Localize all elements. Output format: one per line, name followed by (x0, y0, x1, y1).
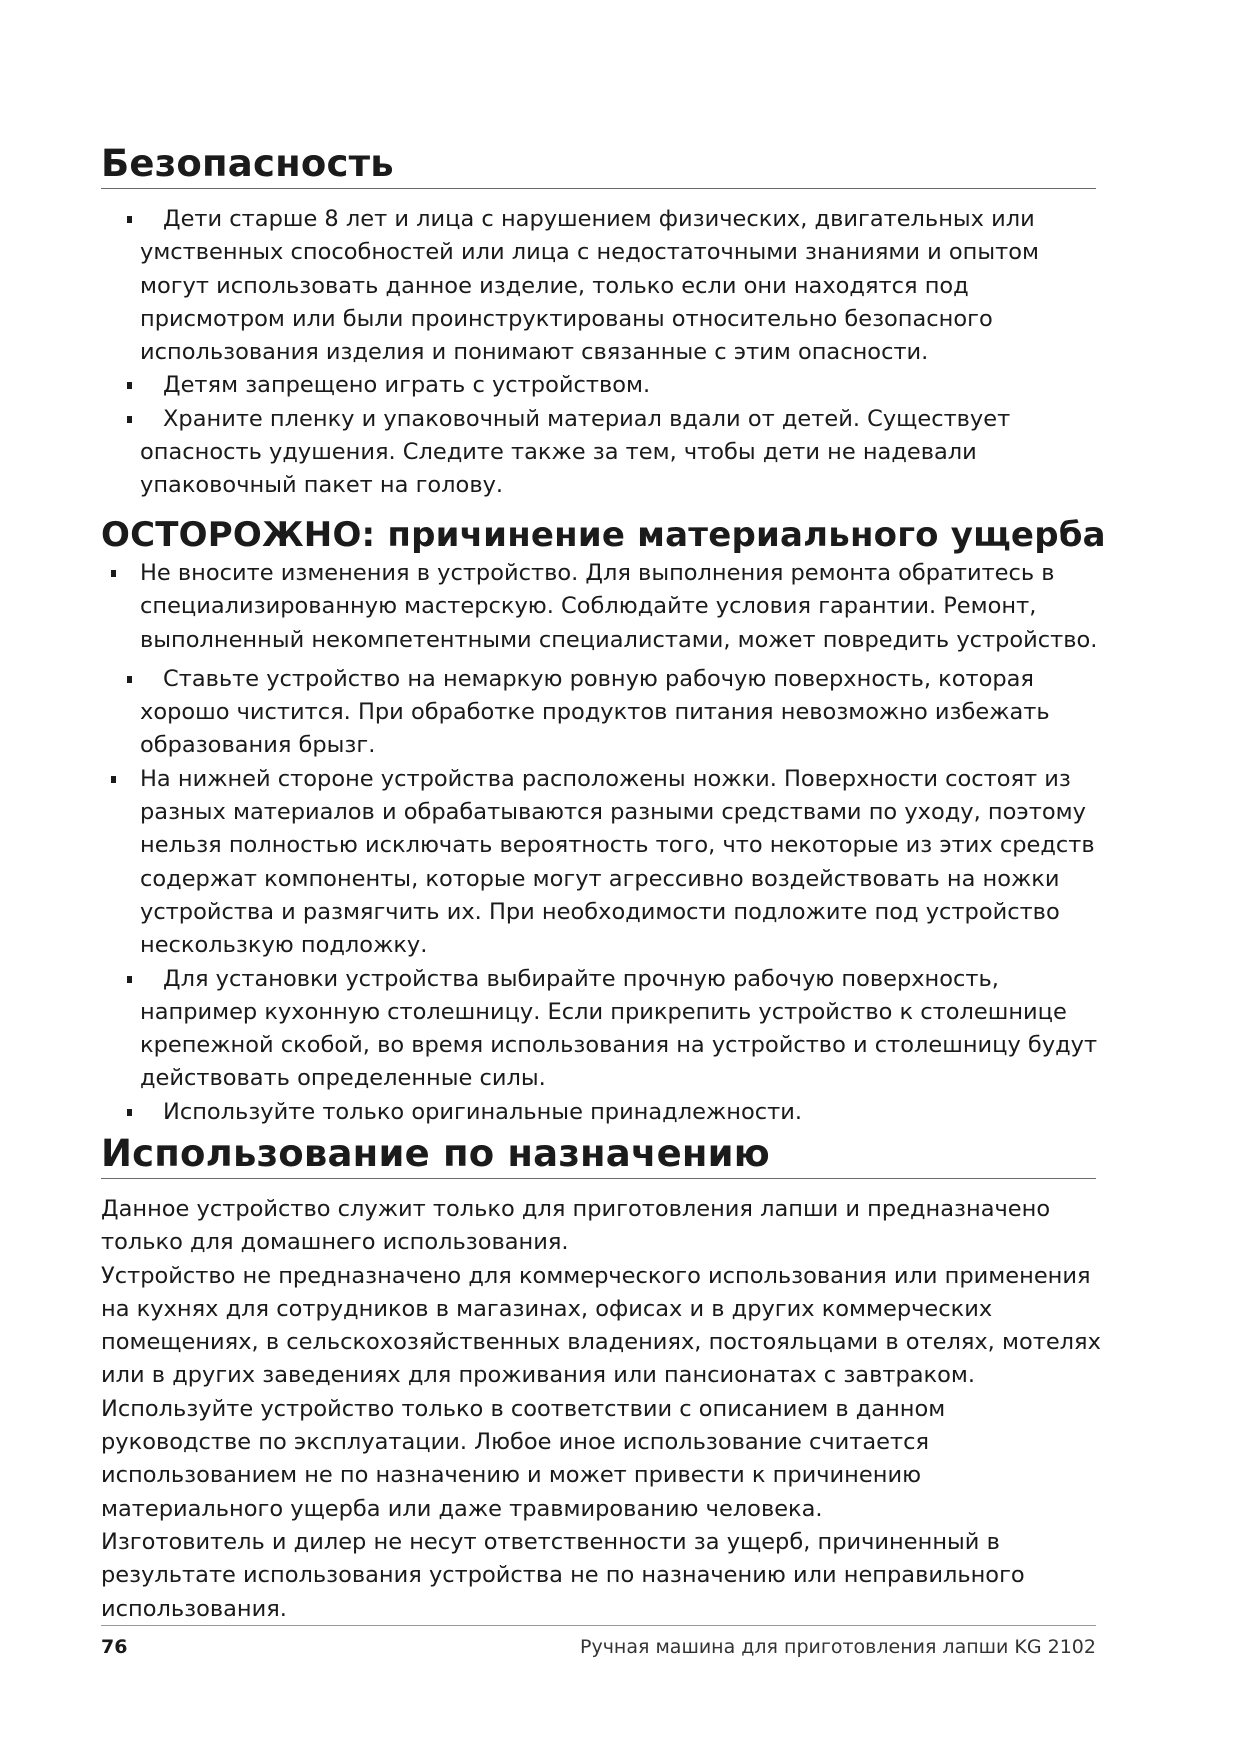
caution-item-mounting (0, 963, 1100, 1096)
list-item-text: Дети старше 8 лет и лица с нарушением физических, двигательных или умственных способностей или лица с недостаточными знаниями и опытом могут использовать данное изделие, только если они находятся под присмотром или были проинструктированы относительно безопасного использования изделия и понимают связанные с этим опасности. (140, 206, 1039, 366)
list-item-text: Используйте только оригинальные принадлежности. (163, 1098, 802, 1125)
safety-item-children-supervision (0, 203, 1100, 369)
list-item-text: Храните пленку и упаковочный материал вдали от детей. Существует опасность удушения. Следите также за тем, чтобы дети не надевали упаковочный пакет на голову. (140, 405, 1011, 499)
bullet-icon (127, 676, 132, 683)
safety-list (0, 203, 1241, 503)
caution-item-no-modifications (0, 557, 1100, 657)
footer-divider (101, 1625, 1096, 1626)
paragraph: Устройство не предназначено для коммерческого использования или применения на кухнях для сотрудников в магазинах, офисах и в других коммерческих помещениях, в сельскохозяйственных владениях, постояльцами в отелях, мотелях или в других заведениях для проживания или пансионатах с завтраком. (101, 1262, 1101, 1389)
bullet-icon (127, 416, 132, 423)
paragraph: Данное устройство служит только для приготовления лапши и предназначено только для домашнего использования. (101, 1196, 1051, 1256)
document-title: Ручная машина для приготовления лапши KG 2102 (580, 1636, 1096, 1658)
intended-use-heading: Использование по назначению (101, 1132, 1096, 1179)
caution-list (0, 557, 1241, 1129)
bullet-icon (127, 976, 132, 983)
safety-item-packaging (0, 403, 1100, 503)
safety-heading: Безопасность (101, 142, 1096, 189)
caution-item-work-surface (0, 663, 1100, 763)
caution-heading: ОСТОРОЖНО: причинение материального ущерба (101, 515, 1106, 555)
list-item-text: Ставьте устройство на немаркую ровную рабочую поверхность, которая хорошо чистится. При обработке продуктов питания невозможно избежать образования брызг. (140, 665, 1050, 759)
list-item-text: Для установки устройства выбирайте прочную рабочую поверхность, например кухонную столешницу. Если прикрепить устройство к столешнице крепежной скобой, во время использования на устройство и столешницу будут действовать определенные силы. (140, 965, 1098, 1092)
bullet-icon (127, 382, 132, 389)
bullet-icon (111, 776, 116, 783)
list-item-text: Детям запрещено играть с устройством. (163, 372, 651, 399)
page-number: 76 (101, 1636, 128, 1658)
safety-item-no-play (0, 369, 1100, 402)
intended-use-body (101, 1193, 1101, 1626)
caution-item-accessories (0, 1096, 1100, 1129)
caution-item-feet (0, 763, 1100, 963)
paragraph: Используйте устройство только в соответствии с описанием в данном руководстве по эксплуатации. Любое иное использование считается использованием не по назначению и может привести к причинению материального ущерба или даже травмированию человека. (101, 1395, 946, 1522)
bullet-icon (111, 570, 116, 577)
bullet-icon (127, 216, 132, 223)
list-item-text: На нижней стороне устройства расположены ножки. Поверхности состоят из разных материалов и обрабатываются разными средствами по уходу, поэтому нельзя полностью исключать вероятность того, что некоторые из этих средств содержат компоненты, которые могут агрессивно воздействовать на ножки устройства и размягчить их. При необходимости подложите под устройство нескользкую подложку. (140, 765, 1095, 959)
bullet-icon (127, 1109, 132, 1116)
paragraph: Изготовитель и дилер не несут ответственности за ущерб, причиненный в результате использования устройства не по назначению или неправильного использования. (101, 1528, 1025, 1622)
list-item-text: Не вносите изменения в устройство. Для выполнения ремонта обратитесь в специализированную мастерскую. Соблюдайте условия гарантии. Ремонт, выполненный некомпетентными специалистами, может повредить устройство. (140, 560, 1098, 653)
